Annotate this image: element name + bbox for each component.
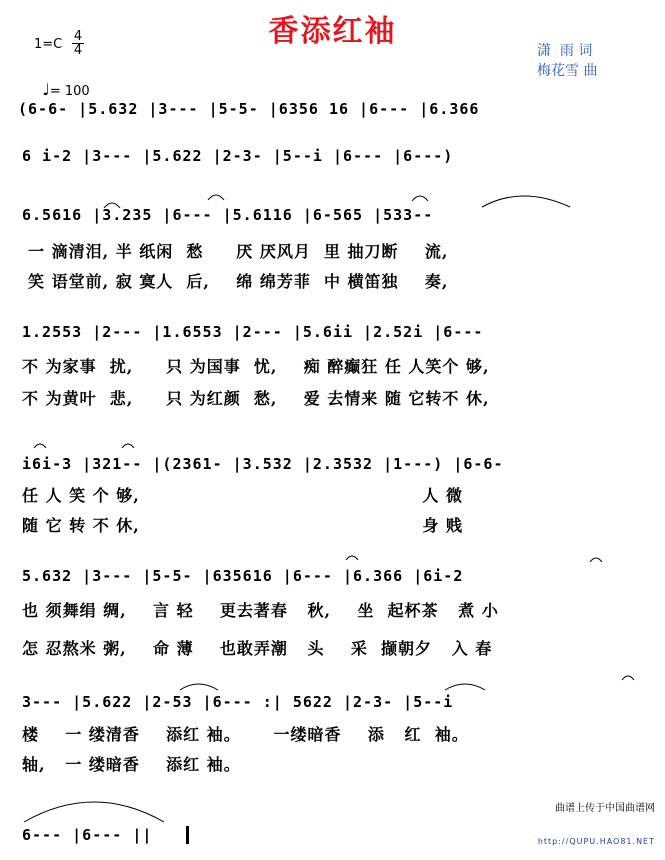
footer-url: http://QUPU.HAO81.NET — [537, 837, 655, 846]
slur-mark — [104, 203, 120, 208]
time-signature-bottom: 4 — [73, 43, 83, 58]
slur-mark — [482, 196, 570, 207]
slur-mark — [122, 444, 134, 448]
system-8-notes: 6--- |6--- || — [22, 826, 153, 844]
system-4-lyrics-2: 不 为黄叶 悲, 只 为红颜 愁, 爱 去情来 随 它转不 休, — [22, 389, 490, 408]
slur-mark — [412, 196, 428, 201]
site-footer — [538, 781, 655, 858]
system-3-lyrics-2: 笑 语堂前, 寂 寞人 后, 绵 绵芳菲 中 横笛独 奏, — [28, 272, 449, 291]
system-4-lyrics-1: 不 为家事 扰, 只 为国事 忧, 痴 醉癫狂 任 人笑个 够, — [22, 357, 490, 376]
system-6-notes: 5.632 |3--- |5-5- |635616 |6--- |6.366 |6i-2 — [22, 567, 464, 585]
score-title: 香添红袖 — [268, 14, 397, 49]
system-5-lyrics-2: 随 它 转 不 休, 身 贱 — [22, 516, 463, 535]
system-5-notes: i6i-3 |321-- |(2361- |3.532 |2.3532 |1---) |6-6- — [22, 455, 504, 473]
system-3-lyrics-1: 一 滴清泪, 半 纸闲 愁 厌 厌风月 里 抽刀断 流, — [28, 242, 449, 261]
time-signature-top: 4 — [73, 29, 83, 44]
composer-credit: 梅花雪 曲 — [537, 63, 598, 79]
system-3-notes: 6.5616 |3.235 |6--- |5.6116 |6-565 |533-- — [22, 206, 434, 224]
system-7-lyrics-1: 楼 一 缕清香 添红 袖。 一缕暗香 添 红 袖。 — [22, 725, 469, 744]
slur-mark — [445, 684, 485, 690]
lyricist-credit: 潇 雨 词 — [537, 43, 593, 59]
system-7-lyrics-2: 轴, 一 缕暗香 添红 袖。 — [22, 755, 241, 774]
tempo-value: = 100 — [49, 84, 90, 99]
footer-upload-note: 曲谱上传于中国曲谱网 — [555, 803, 655, 814]
system-4-notes: 1.2553 |2--- |1.6553 |2--- |5.6ii |2.52i |6--- — [22, 323, 484, 341]
slur-mark — [24, 802, 164, 822]
slur-mark — [34, 444, 46, 448]
system-5-lyrics-1: 任 人 笑 个 够, 人 微 — [22, 486, 463, 505]
slur-mark — [180, 684, 218, 690]
slur-mark — [208, 195, 224, 200]
slur-mark — [346, 556, 358, 560]
system-6-lyrics-2: 怎 忍熬米 粥, 命 薄 也敢弄潮 头 采 撷朝夕 入 春 — [22, 639, 493, 658]
key-signature: 1=C — [34, 37, 63, 52]
slur-mark — [622, 676, 634, 680]
system-7-notes: 3--- |5.622 |2-53 |6--- :| 5622 |2-3- |5--i — [22, 693, 454, 711]
system-6-lyrics-1: 也 须舞绢 绸, 言 轻 更去著春 秋, 坐 起杯茶 煮 小 — [22, 601, 499, 620]
slur-mark — [590, 558, 602, 562]
system-1-notes: (6-6- |5.632 |3--- |5-5- |6356 16 |6--- |6.366 — [18, 100, 480, 118]
quarter-note-icon: ♩ — [42, 80, 50, 99]
final-barline — [186, 826, 189, 844]
system-2-notes: 6 i-2 |3--- |5.622 |2-3- |5--i |6--- |6---) — [22, 147, 454, 165]
